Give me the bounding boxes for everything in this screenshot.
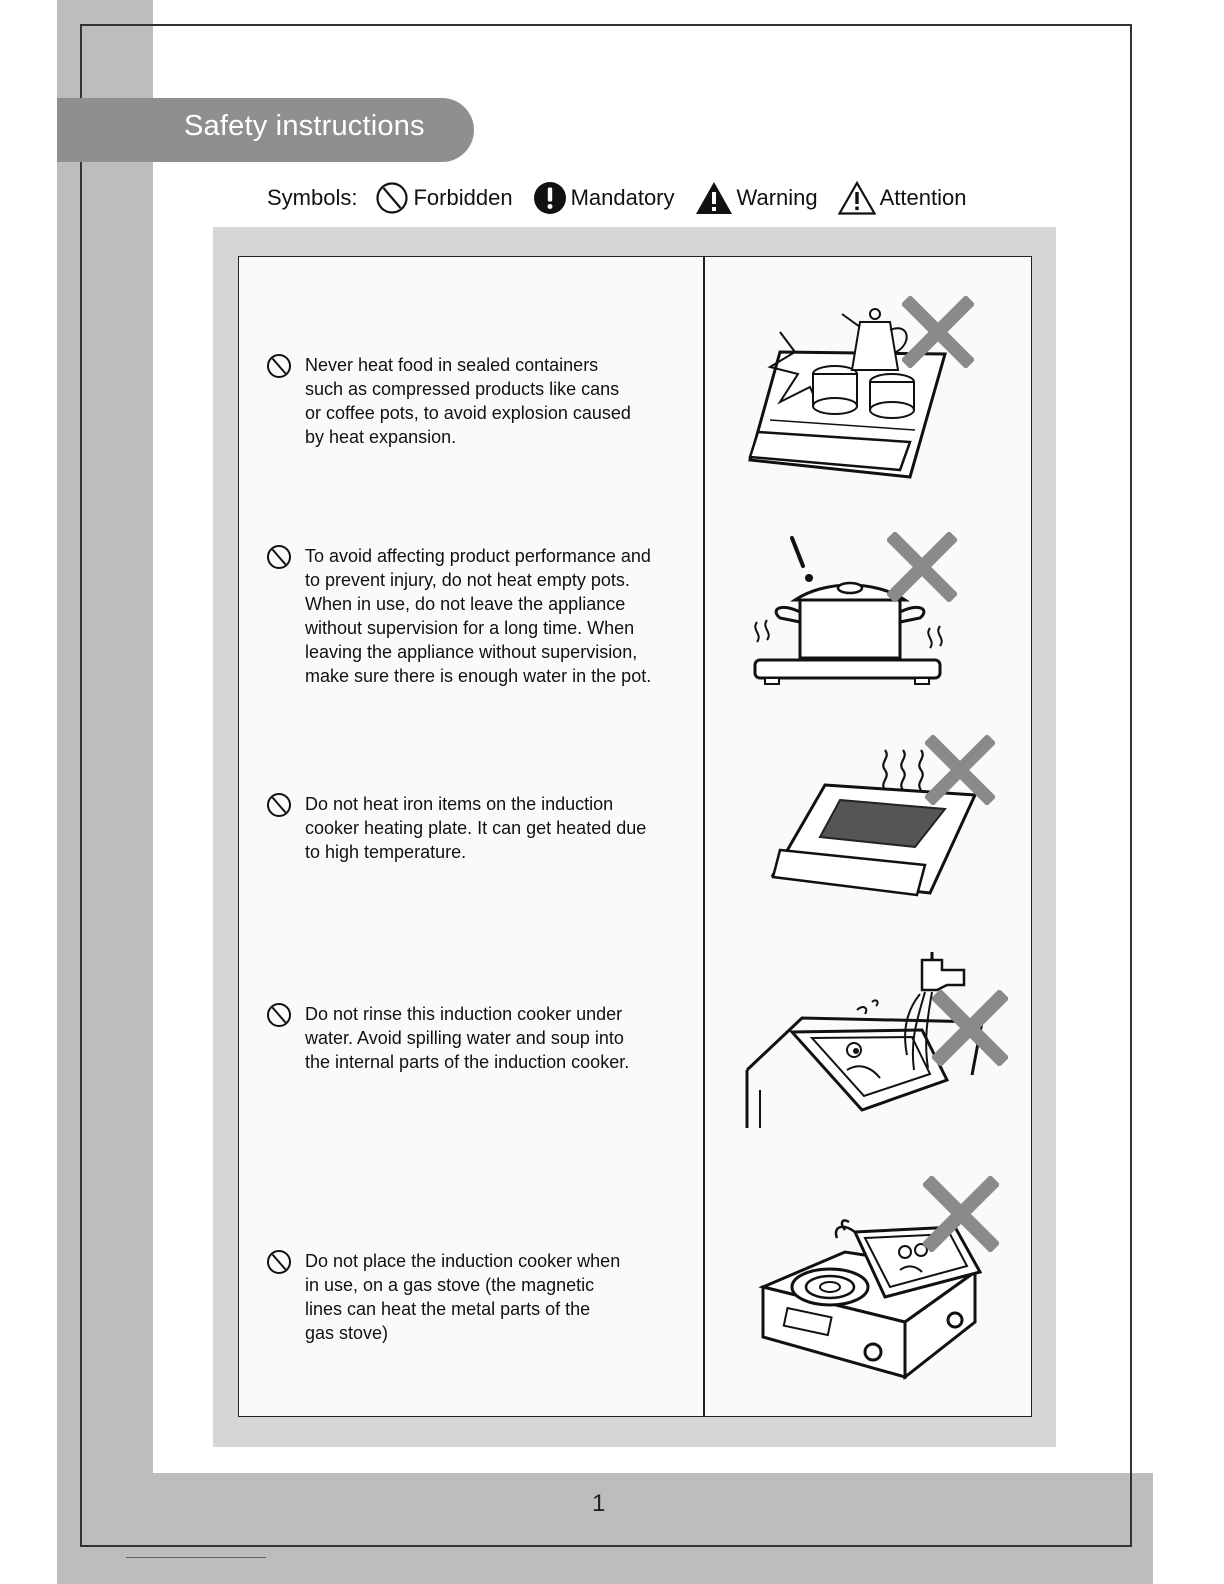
page-title: Safety instructions [184,110,425,142]
forbidden-icon [266,1249,292,1275]
sealed-container-explosion-illustration [740,292,980,487]
attention-icon [838,181,876,215]
instruction-text: To avoid affecting product performance and to prevent injury, do not heat empty pots. When in use, do not leave the appliance without supervision for a long time. When leaving the appliance without supervision, make sure there is enough water in the pot. [305,546,652,686]
symbols-legend [267,178,986,218]
symbols-label: Symbols: [267,185,358,210]
gas-stove-placement-illustration [755,1172,1005,1382]
forbidden-icon [266,353,292,379]
forbidden-icon [266,1002,292,1028]
page-number: 1 [592,1490,606,1517]
hyperlink-underline[interactable] [126,1557,266,1558]
forbidden-icon [266,792,292,818]
forbidden-icon [266,544,292,570]
legend-label: Mandatory [570,185,675,210]
legend-label: Warning [736,185,818,210]
empty-pot-illustration [745,530,965,690]
instruction-text: Do not place the induction cooker when in use, on a gas stove (the magnetic lines can heat the metal parts of the gas stove) [305,1251,621,1343]
legend-attention [838,181,967,215]
column-divider [703,256,705,1417]
mandatory-icon [533,181,567,215]
instruction-row [266,544,651,688]
forbidden-icon [375,181,409,215]
instruction-row [266,353,631,449]
instruction-row [266,792,646,864]
warning-icon [695,181,733,215]
instruction-text: Never heat food in sealed containers such as compressed products like cans or coffee pots, to avoid explosion caused by heat expansion. [305,355,631,447]
rinsing-under-water-illustration [742,950,1012,1135]
instruction-text: Do not heat iron items on the induction cooker heating plate. It can get heated due to high temperature. [305,794,647,862]
legend-warning [695,181,818,215]
legend-label: Attention [879,185,967,210]
legend-forbidden [375,181,512,215]
legend-mandatory [533,181,675,215]
instruction-text: Do not rinse this induction cooker under water. Avoid spilling water and soup into the internal parts of the induction cooker. [305,1004,630,1072]
iron-item-heating-illustration [765,735,1000,905]
legend-label: Forbidden [413,185,513,210]
instruction-row [266,1002,629,1074]
instruction-row [266,1249,620,1345]
